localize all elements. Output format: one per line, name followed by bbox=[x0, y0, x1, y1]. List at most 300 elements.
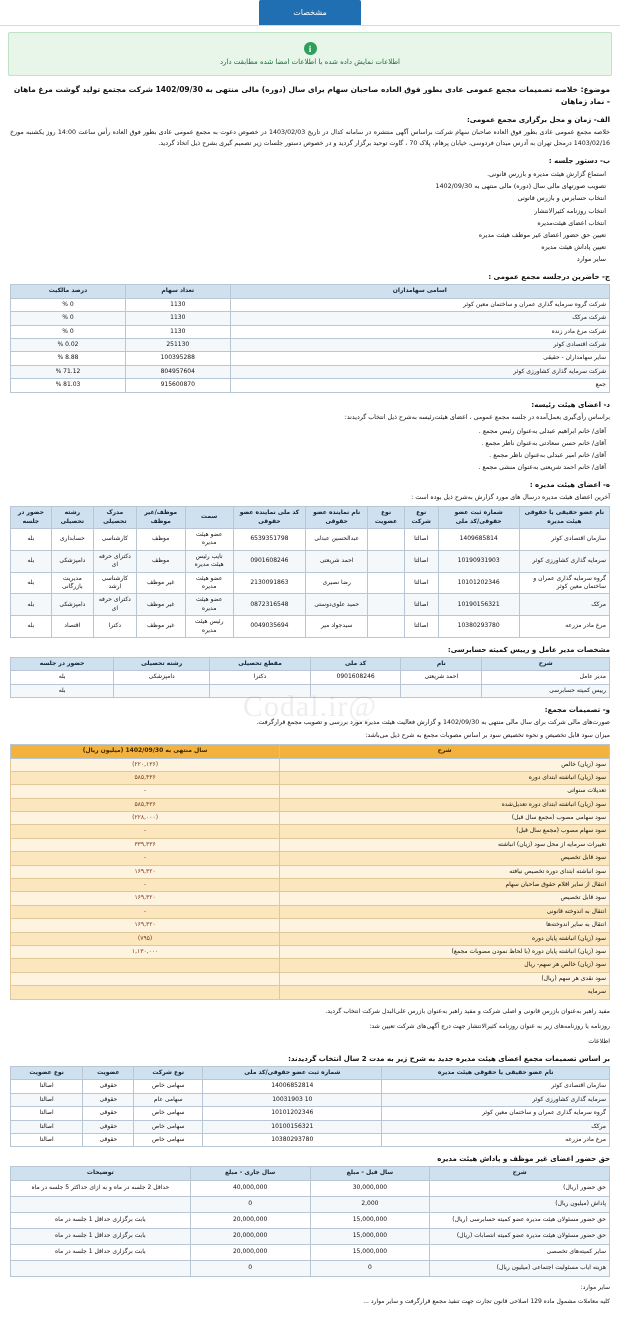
cell-board-name: سازمان اقتصادی کوثر bbox=[519, 529, 609, 551]
cell-degree bbox=[210, 684, 311, 697]
cell-label: سود انباشته ابتدای دوره تخصیص نیافته bbox=[280, 865, 610, 878]
cell-board-membership-type bbox=[368, 550, 405, 572]
ceo-audit-committee-table bbox=[10, 657, 610, 698]
cell-prev-amount: 15,000,000 bbox=[310, 1212, 430, 1228]
agenda-item: سایر موارد bbox=[576, 255, 606, 264]
cell-prev-amount: 15,000,000 bbox=[310, 1244, 430, 1260]
cell-value: - bbox=[11, 825, 280, 838]
cell-value: ۱۶۹,۳۲۰ bbox=[11, 892, 280, 905]
other-items-title: سایر موارد: bbox=[580, 1283, 610, 1291]
cell-shares: 1130 bbox=[125, 298, 230, 311]
cell-company-type: سهامی خاص bbox=[134, 1080, 203, 1093]
col-shareholder-name: اسامی سهامداران bbox=[230, 285, 609, 298]
cell-value: ۵۸۵,۴۳۶ bbox=[11, 771, 280, 784]
table-row bbox=[11, 338, 610, 351]
cell-reg: 10380293780 bbox=[203, 1133, 382, 1146]
col-board-membership-type: نوع عضویت bbox=[368, 507, 405, 529]
cell-label: سود سهام مصوب (مجمع سال قبل) bbox=[280, 825, 610, 838]
cell-board-attendance: بله bbox=[11, 616, 52, 638]
section-d-title: د- اعضای هیئت رئیسه: bbox=[531, 400, 610, 409]
table-row bbox=[11, 986, 610, 999]
cell-label: تعدیلات سنواتی bbox=[280, 785, 610, 798]
cell-prev-amount: 0 bbox=[310, 1260, 430, 1276]
section-b-title: ب- دستور جلسه : bbox=[548, 157, 610, 166]
watermark: @Codal.ir bbox=[242, 690, 378, 723]
board-benefits-table bbox=[10, 1166, 610, 1276]
table-row-total bbox=[11, 379, 610, 392]
cell-label: انتقال از سایر اقلام حقوق صاحبان سهام bbox=[280, 879, 610, 892]
agenda-item: تعیین پاداش هیئت مدیره bbox=[541, 243, 606, 252]
info-icon: i bbox=[304, 42, 317, 55]
col-description: شرح bbox=[280, 745, 610, 758]
cell-board-company-type: اصالتا bbox=[404, 616, 438, 638]
col-board-rep-name: نام نماینده عضو حقوقی bbox=[306, 507, 368, 529]
presiding-member: آقای/ خانم امیر عبدلی به‌عنوان ناظر مجمع . bbox=[489, 450, 606, 459]
cell-person-type: حقوقی bbox=[83, 1133, 134, 1146]
cell-board-reg: 1409685814 bbox=[438, 529, 519, 551]
col-field: رشته تحصیلی bbox=[114, 657, 210, 670]
col-ownership-percent: درصد مالکیت bbox=[11, 285, 126, 298]
table-row bbox=[11, 879, 610, 892]
tab-bar bbox=[0, 0, 620, 26]
cell-shares: 804957604 bbox=[125, 365, 230, 378]
cell-board-position: عضو هیئت مدیره bbox=[185, 594, 233, 616]
cell-description: پاداش (میلیون ریال) bbox=[430, 1196, 610, 1212]
cell-value: - bbox=[11, 852, 280, 865]
col-board-attendance: حضور در جلسه bbox=[11, 507, 52, 529]
agenda-item: تعیین حق حضور اعضای غیر موظف هیئت مدیره bbox=[478, 230, 606, 239]
table-row bbox=[11, 684, 610, 697]
cell-board-duty: موظف bbox=[136, 550, 185, 572]
table-row bbox=[11, 959, 610, 972]
new-board-title: بر اساس تصمیمات مجمع اعضای هیئت مدیره جدید به شرح زیر به مدت 2 سال انتخاب گردیدند: bbox=[288, 1055, 610, 1064]
cell-name: احمد شریعتی bbox=[401, 671, 482, 684]
cell-current-amount: 0 bbox=[190, 1196, 310, 1212]
cell-name bbox=[401, 684, 482, 697]
cell-value: - bbox=[11, 879, 280, 892]
cell-board-duty: غیر موظف bbox=[136, 572, 185, 594]
cell-person-type: حقوقی bbox=[83, 1107, 134, 1120]
table-header-row bbox=[11, 1167, 610, 1180]
cell-value: - bbox=[11, 785, 280, 798]
cell-reg: 10101202346 bbox=[203, 1107, 382, 1120]
cell-board-name: گروه سرمایه گذاری عمران و ساختمان معین کوثر bbox=[519, 572, 609, 594]
cell-board-company-type: اصالتا bbox=[404, 529, 438, 551]
col-board-field: رشته تحصیلی bbox=[51, 507, 93, 529]
cell-board-position: رئیس هیئت مدیره bbox=[185, 616, 233, 638]
cell-label: انتقال به سایر اندوخته‌ها bbox=[280, 919, 610, 932]
table-row bbox=[11, 1133, 610, 1146]
cell-membership: اصالتا bbox=[11, 1093, 83, 1106]
agenda-item: استماع گزارش هیئت مدیره و بازرس قانونی. bbox=[487, 170, 606, 179]
table-row bbox=[11, 1107, 610, 1120]
cell-value bbox=[11, 986, 280, 999]
agenda-item: انتخاب روزنامه کثیرالانتشار bbox=[534, 206, 606, 215]
col-benefit-notes: توضیحات bbox=[11, 1167, 191, 1180]
cell-value: ۵۸۵,۴۳۶ bbox=[11, 798, 280, 811]
cell-board-reg: 10380293780 bbox=[438, 616, 519, 638]
newspaper-name: اطلاعات bbox=[588, 1037, 610, 1045]
section-e-intro: آخرین اعضای هیئت مدیره درسال های مورد گزارش به‌شرح ذیل بوده است : bbox=[411, 494, 610, 502]
cell-notes: بابت برگزاری حداقل 1 جلسه در ماه bbox=[11, 1244, 191, 1260]
col-new-board-name: نام عضو حقیقی یا حقوقی هیئت مدیره bbox=[382, 1067, 610, 1080]
cell-label: سود (زیان) انباشته پایان دوره (با لحاظ نمودن مصوبات مجمع) bbox=[280, 946, 610, 959]
cell-board-rep-id: 2130091863 bbox=[233, 572, 305, 594]
col-new-board-reg: شماره ثبت عضو حقوقی/کد ملی bbox=[203, 1067, 382, 1080]
cell-label: سود سهامی مصوب (مجمع سال قبل) bbox=[280, 812, 610, 825]
cell-attendance: بله bbox=[11, 684, 114, 697]
cell-board-reg: 10101202346 bbox=[438, 572, 519, 594]
cell-current-amount: 0 bbox=[190, 1260, 310, 1276]
cell-description: حق حضور مسئولان هیئت مدیره عضو کمیته انتصابات (ریال) bbox=[430, 1228, 610, 1244]
cell-notes: حداقل 2 جلسه در ماه و به ازای حداکثر 5 جلسه در ماه bbox=[11, 1180, 191, 1196]
cell-label: انتقال به اندوخته قانونی bbox=[280, 905, 610, 918]
col-board-duty: موظف/غیر موظف bbox=[136, 507, 185, 529]
cell-board-degree: دکترای حرفه ای bbox=[93, 594, 136, 616]
cell-membership: اصالتا bbox=[11, 1120, 83, 1133]
cell-board-rep-id: 6539351798 bbox=[233, 529, 305, 551]
cell-percent: 0 % bbox=[11, 298, 126, 311]
cell-board-degree: دکترای حرفه ای bbox=[93, 550, 136, 572]
cell-board-membership-type bbox=[368, 594, 405, 616]
col-current-year-amount: سال جاری - مبلغ bbox=[190, 1167, 310, 1180]
cell-board-field: مدیریت بازرگانی bbox=[51, 572, 93, 594]
cell-board-position: عضو هیئت مدیره bbox=[185, 529, 233, 551]
cell-board-membership-type bbox=[368, 616, 405, 638]
cell-label: سود (زیان) انباشته ابتدای دوره bbox=[280, 771, 610, 784]
col-attendance: حضور در جلسه bbox=[11, 657, 114, 670]
cell-name: شرکت مرغ مادر زنده bbox=[230, 325, 609, 338]
cell-value: (۷۹۵) bbox=[11, 932, 280, 945]
table-row bbox=[11, 325, 610, 338]
cell-shares: 915600870 bbox=[125, 379, 230, 392]
col-board-position: سمت bbox=[185, 507, 233, 529]
table-row bbox=[11, 771, 610, 784]
cell-board-reg: 10190931903 bbox=[438, 550, 519, 572]
cell-value: ۱۶۹,۳۲۰ bbox=[11, 919, 280, 932]
cell-label: سود (زیان) انباشته پایان دوره bbox=[280, 932, 610, 945]
cell-company-type: سهامی خاص bbox=[134, 1120, 203, 1133]
other-items-text: کلیه معاملات مشمول ماده 129 اصلاحی قانون تجارت جهت تنفیذ مجمع قرارگرفت و سایر موارد ... bbox=[363, 1297, 610, 1305]
cell-board-field: دامپزشکی bbox=[51, 550, 93, 572]
cell-company-type: سهامی عام bbox=[134, 1093, 203, 1106]
banner-text: اطلاعات نمایش داده شده با اطلاعات امضا شده مطابقت دارد bbox=[220, 58, 400, 66]
table-row bbox=[11, 1180, 610, 1196]
table-row bbox=[11, 946, 610, 959]
col-role: شرح bbox=[482, 657, 610, 670]
cell-board-duty: غیر موظف bbox=[136, 616, 185, 638]
cell-field: دامپزشکی bbox=[114, 671, 210, 684]
table-row bbox=[11, 365, 610, 378]
col-name: نام bbox=[401, 657, 482, 670]
col-year-value: سال منتهی به 1402/09/30 (میلیون ریال) bbox=[11, 745, 280, 758]
cell-name: شرکت سرمایه گذاری کشاورزی کوثر bbox=[230, 365, 609, 378]
cell-company-type: سهامی خاص bbox=[134, 1133, 203, 1146]
cell-value: - bbox=[11, 905, 280, 918]
table-row bbox=[11, 972, 610, 985]
col-share-count: تعداد سهام bbox=[125, 285, 230, 298]
cell-membership: اصالتا bbox=[11, 1107, 83, 1120]
cell-percent: 0.02 % bbox=[11, 338, 126, 351]
section-v-text: صورت‌های مالی شرکت برای سال مالی منتهی به 1402/09/30 و گزارش فعالیت هیئت مدیره مورد بررسی و تصویب مجمع قرارگرفت. bbox=[256, 719, 610, 727]
cell-board-position: عضو هیئت مدیره bbox=[185, 572, 233, 594]
cell-board-field: دامپزشکی bbox=[51, 594, 93, 616]
table-header-row bbox=[11, 507, 610, 529]
cell-board-attendance: بله bbox=[11, 550, 52, 572]
cell-name: شرکت گروه سرمایه گذاری عمران و ساختمان معین کوثر bbox=[230, 298, 609, 311]
cell-label: سود (زیان) انباشته ابتدای دوره تعدیل‌شده bbox=[280, 798, 610, 811]
cell-percent: 0 % bbox=[11, 312, 126, 325]
cell-national-id: 0901608246 bbox=[311, 671, 401, 684]
cell-name: سازمان اقتصادی کوثر bbox=[382, 1080, 610, 1093]
cell-value bbox=[11, 959, 280, 972]
cell-board-duty: موظف bbox=[136, 529, 185, 551]
cell-value: ۱,۱۳۰,۰۰۰ bbox=[11, 946, 280, 959]
cell-person-type: حقوقی bbox=[83, 1093, 134, 1106]
cell-board-company-type: اصالتا bbox=[404, 594, 438, 616]
cell-name: سایر سهامداران - حقیقی bbox=[230, 352, 609, 365]
cell-description: حق حضور (ریال) bbox=[430, 1180, 610, 1196]
cell-name: شرکت اقتصادی کوثر bbox=[230, 338, 609, 351]
section-e-title: ه- اعضای هیئت مدیره : bbox=[529, 481, 610, 490]
cell-board-rep-name: رضا نصیری bbox=[306, 572, 368, 594]
table-row bbox=[11, 312, 610, 325]
agenda-item: انتخاب حسابرس و بازرس قانونی bbox=[517, 194, 606, 203]
cell-board-rep-id: 0872316548 bbox=[233, 594, 305, 616]
cell-board-membership-type bbox=[368, 572, 405, 594]
cell-board-attendance: بله bbox=[11, 572, 52, 594]
cell-name: گروه سرمایه گذاری عمران و ساختمان معین کوثر bbox=[382, 1107, 610, 1120]
col-degree: مقطع تحصیلی bbox=[210, 657, 311, 670]
table-row bbox=[11, 1080, 610, 1093]
cell-name: جمع bbox=[230, 379, 609, 392]
cell-prev-amount: 2,000 bbox=[310, 1196, 430, 1212]
cell-value bbox=[11, 972, 280, 985]
cell-current-amount: 20,000,000 bbox=[190, 1228, 310, 1244]
cell-board-degree: کارشناسی bbox=[93, 529, 136, 551]
benefits-title: حق حضور اعضای غیر موظف و پاداش هیئت مدیره bbox=[437, 1155, 610, 1164]
col-benefit-description: شرح bbox=[430, 1167, 610, 1180]
cell-board-attendance: بله bbox=[11, 594, 52, 616]
section-a-paragraph: خلاصه مجمع عمومی عادی بطور فوق العاده صاحبان سهام شرکت براساس آگهی منتشره در سامانه کدال در تاریخ 1403/02/03 در خصوص دعوت به مجمع عمومی عادی بطور فوق العاده رأس ساعت 14:00 روز یکشنبه مورخ 1403/02/16 درمحل تهران به آدرس میدان فردوسی، خیابان پرهام، پلاک 70 ، گاوت توحید برگزار گردید و در خصوص دستور جلسات زیر تصمیم گیری بشرح ذیل اتخاذ گردید. bbox=[10, 129, 610, 148]
cell-person-type: حقوقی bbox=[83, 1080, 134, 1093]
cell-prev-amount: 30,000,000 bbox=[310, 1180, 430, 1196]
table-row bbox=[11, 594, 610, 616]
cell-label: سود قابل تخصیص bbox=[280, 852, 610, 865]
board-members-table bbox=[10, 506, 610, 638]
table-row bbox=[11, 932, 610, 945]
section-v-text2: میزان سود قابل تخصیص و نحوه تخصیص سود بر اساس مصوبات مجمع به شرح ذیل می‌باشد: bbox=[365, 732, 610, 740]
cell-board-rep-name: عبدالحسین عبدلی bbox=[306, 529, 368, 551]
shareholders-table bbox=[10, 284, 610, 392]
cell-prev-amount: 15,000,000 bbox=[310, 1228, 430, 1244]
table-row bbox=[11, 529, 610, 551]
cell-shares: 251130 bbox=[125, 338, 230, 351]
col-prev-year-amount: سال قبل - مبلغ bbox=[310, 1167, 430, 1180]
table-row bbox=[11, 825, 610, 838]
table-header-row bbox=[11, 745, 610, 758]
cell-label: سود نقدی هر سهم (ریال) bbox=[280, 972, 610, 985]
cell-board-company-type: اصالتا bbox=[404, 550, 438, 572]
cell-shares: 1130 bbox=[125, 325, 230, 338]
cell-board-field: حسابداری bbox=[51, 529, 93, 551]
subject-line bbox=[10, 84, 610, 108]
cell-membership: اصالتا bbox=[11, 1080, 83, 1093]
cell-shares: 100395288 bbox=[125, 352, 230, 365]
col-new-board-person-type: عضویت bbox=[83, 1067, 134, 1080]
agenda-item: تصویب صورتهای مالی سال (دوره) مالی منتهی به 1402/09/30 bbox=[435, 182, 606, 191]
cell-label: سود قابل تخصیص bbox=[280, 892, 610, 905]
auditor-appointment-note: مفید راهبر به‌عنوان بازرس قانونی و اصلی شرکت و مفید راهبر به‌عنوان بازرس علی‌البدل شرکت انتخاب گردید. bbox=[325, 1007, 610, 1015]
cell-board-position: نایب رئیس هیئت مدیره bbox=[185, 550, 233, 572]
col-board-rep-id: کد ملی نماینده عضو حقوقی bbox=[233, 507, 305, 529]
table-row bbox=[11, 812, 610, 825]
table-row bbox=[11, 919, 610, 932]
cell-national-id bbox=[311, 684, 401, 697]
tab-specifications[interactable]: مشخصات bbox=[259, 0, 361, 25]
table-row bbox=[11, 1212, 610, 1228]
col-board-degree: مدرک تحصیلی bbox=[93, 507, 136, 529]
cell-value: (۲۲۰,۱۳۶) bbox=[11, 758, 280, 771]
cell-label: سرمایه bbox=[280, 986, 610, 999]
section-v-title: و- تصمیمات مجمع: bbox=[544, 706, 610, 715]
table-row bbox=[11, 671, 610, 684]
table-row bbox=[11, 758, 610, 771]
cell-notes bbox=[11, 1260, 191, 1276]
cell-board-attendance: بله bbox=[11, 529, 52, 551]
table-row bbox=[11, 905, 610, 918]
cell-shares: 1130 bbox=[125, 312, 230, 325]
table-row bbox=[11, 852, 610, 865]
cell-board-rep-name: سیدجواد میر bbox=[306, 616, 368, 638]
cell-value: ۱۶۹,۳۲۰ bbox=[11, 865, 280, 878]
cell-board-rep-name: احمد شریعتی bbox=[306, 550, 368, 572]
newspaper-note: روزنامه یا روزنامه‌های زیر به عنوان روزنامه کثیرالانتشار جهت درج آگهی‌های شرکت تعیین شد: bbox=[369, 1022, 610, 1030]
ceo-section-title: مشخصات مدیر عامل و رییس کمیته حسابرسی: bbox=[447, 645, 610, 654]
subject-label: موضوع: bbox=[580, 85, 610, 94]
col-new-board-membership: نوع عضویت bbox=[11, 1067, 83, 1080]
cell-board-degree: کارشناسی ارشد bbox=[93, 572, 136, 594]
cell-label: تغییرات سرمایه از محل سود (زیان) انباشته bbox=[280, 838, 610, 851]
table-header-row bbox=[11, 285, 610, 298]
table-row bbox=[11, 892, 610, 905]
cell-person-type: حقوقی bbox=[83, 1120, 134, 1133]
cell-board-rep-id: 0049035694 bbox=[233, 616, 305, 638]
table-row bbox=[11, 1120, 610, 1133]
cell-board-duty: غیر موظف bbox=[136, 594, 185, 616]
table-header-row bbox=[11, 657, 610, 670]
cell-percent: 81.03 % bbox=[11, 379, 126, 392]
cell-name: مرکک bbox=[382, 1120, 610, 1133]
table-row bbox=[11, 1196, 610, 1212]
cell-board-reg: 10190156321 bbox=[438, 594, 519, 616]
cell-current-amount: 20,000,000 bbox=[190, 1212, 310, 1228]
cell-name: مرغ مادر مزرعه bbox=[382, 1133, 610, 1146]
section-c-title: ج- حاضرین درجلسه مجمع عمومی : bbox=[488, 273, 610, 282]
table-row bbox=[11, 572, 610, 594]
table-row bbox=[11, 616, 610, 638]
document-content bbox=[0, 76, 620, 1321]
cell-description: حق حضور مسئولان هیئت مدیره عضو کمیته حسابرسی (ریال) bbox=[430, 1212, 610, 1228]
col-board-company-type: نوع شرکت bbox=[404, 507, 438, 529]
section-d-intro: براساس رأی‌گیری بعمل‌آمده در جلسه مجمع عمومی ، اعضای هیئت‌رئیسه به‌شرح ذیل انتخاب گردیدند: bbox=[344, 413, 610, 421]
cell-board-name: مرکک bbox=[519, 594, 609, 616]
cell-current-amount: 20,000,000 bbox=[190, 1244, 310, 1260]
col-board-name: نام عضو حقیقی یا حقوقی هیئت مدیره bbox=[519, 507, 609, 529]
cell-board-field: اقتصاد bbox=[51, 616, 93, 638]
table-row bbox=[11, 1228, 610, 1244]
cell-percent: 0 % bbox=[11, 325, 126, 338]
table-row bbox=[11, 1093, 610, 1106]
cell-value: (۲۲۸,۰۰۰) bbox=[11, 812, 280, 825]
cell-role: مدیر عامل bbox=[482, 671, 610, 684]
cell-notes bbox=[11, 1196, 191, 1212]
cell-board-name: سرمایه گذاری کشاورزی کوثر bbox=[519, 550, 609, 572]
cell-role: رییس کمیته حسابرسی bbox=[482, 684, 610, 697]
cell-description: سایر کمیته‌های تخصصی bbox=[430, 1244, 610, 1260]
table-row bbox=[11, 865, 610, 878]
col-new-board-company-type: نوع شرکت bbox=[134, 1067, 203, 1080]
cell-board-company-type: اصالتا bbox=[404, 572, 438, 594]
cell-label: سود (زیان) خالص هر سهم- ریال bbox=[280, 959, 610, 972]
cell-reg: 10100156321 bbox=[203, 1120, 382, 1133]
table-row bbox=[11, 785, 610, 798]
cell-board-rep-id: 0901608246 bbox=[233, 550, 305, 572]
cell-label: سود (زیان) خالص bbox=[280, 758, 610, 771]
presiding-member: آقای/ خانم ابراهیم عبدلی به‌عنوان رئیس مجمع . bbox=[478, 426, 606, 435]
table-row bbox=[11, 352, 610, 365]
cell-percent: 8.88 % bbox=[11, 352, 126, 365]
presiding-member: آقای/ خانم احمد شریعتی به‌عنوان منشی مجمع . bbox=[478, 463, 606, 472]
presiding-member: آقای/ خانم حسن سعادتی به‌عنوان ناظر مجمع . bbox=[481, 438, 606, 447]
cell-field bbox=[114, 684, 210, 697]
cell-name: شرکت مرکک bbox=[230, 312, 609, 325]
cell-name: سرمایه گذاری کشاورزی کوثر bbox=[382, 1093, 610, 1106]
cell-board-degree: دکترا bbox=[93, 616, 136, 638]
table-row bbox=[11, 838, 610, 851]
new-board-table bbox=[10, 1066, 610, 1147]
table-row bbox=[11, 1244, 610, 1260]
cell-board-rep-name: حمید علوی‌دوستی bbox=[306, 594, 368, 616]
cell-board-membership-type bbox=[368, 529, 405, 551]
cell-current-amount: 40,000,000 bbox=[190, 1180, 310, 1196]
table-row bbox=[11, 298, 610, 311]
cell-notes: بابت برگزاری حداقل 1 جلسه در ماه bbox=[11, 1212, 191, 1228]
table-row bbox=[11, 1260, 610, 1276]
table-header-row bbox=[11, 1067, 610, 1080]
cell-percent: 71.12 % bbox=[11, 365, 126, 378]
cell-reg: 14006852814 bbox=[203, 1080, 382, 1093]
agenda-item: انتخاب اعضای هیئت‌مدیره bbox=[537, 218, 606, 227]
cell-attendance: بله bbox=[11, 671, 114, 684]
profit-allocation-table bbox=[10, 744, 610, 999]
subject-text: خلاصه تصمیمات مجمع عمومی عادی بطور فوق العاده صاحبان سهام برای سال (دوره) مالی منتهی به 1402/09/30 شرکت مجتمع تولید گوشت مرغ ماهان - نماد زماهان bbox=[13, 85, 610, 106]
table-row bbox=[11, 550, 610, 572]
cell-value: ۳۳۹,۳۳۶ bbox=[11, 838, 280, 851]
cell-membership: اصالتا bbox=[11, 1133, 83, 1146]
col-national-id: کد ملی bbox=[311, 657, 401, 670]
signature-verified-banner bbox=[8, 32, 612, 76]
cell-company-type: سهامی خاص bbox=[134, 1107, 203, 1120]
cell-description: هزینه ایاب مسئولیت اجتماعی (میلیون ریال) bbox=[430, 1260, 610, 1276]
section-a-title: الف- زمان و محل برگزاری مجمع عمومی: bbox=[466, 116, 610, 124]
cell-degree: دکترا bbox=[210, 671, 311, 684]
cell-reg: 10 10031903 bbox=[203, 1093, 382, 1106]
col-board-reg: شماره ثبت عضو حقوقی/کد ملی bbox=[438, 507, 519, 529]
cell-board-name: مرغ مادر مزرعه bbox=[519, 616, 609, 638]
table-row bbox=[11, 798, 610, 811]
cell-notes: بابت برگزاری حداقل 1 جلسه در ماه bbox=[11, 1228, 191, 1244]
